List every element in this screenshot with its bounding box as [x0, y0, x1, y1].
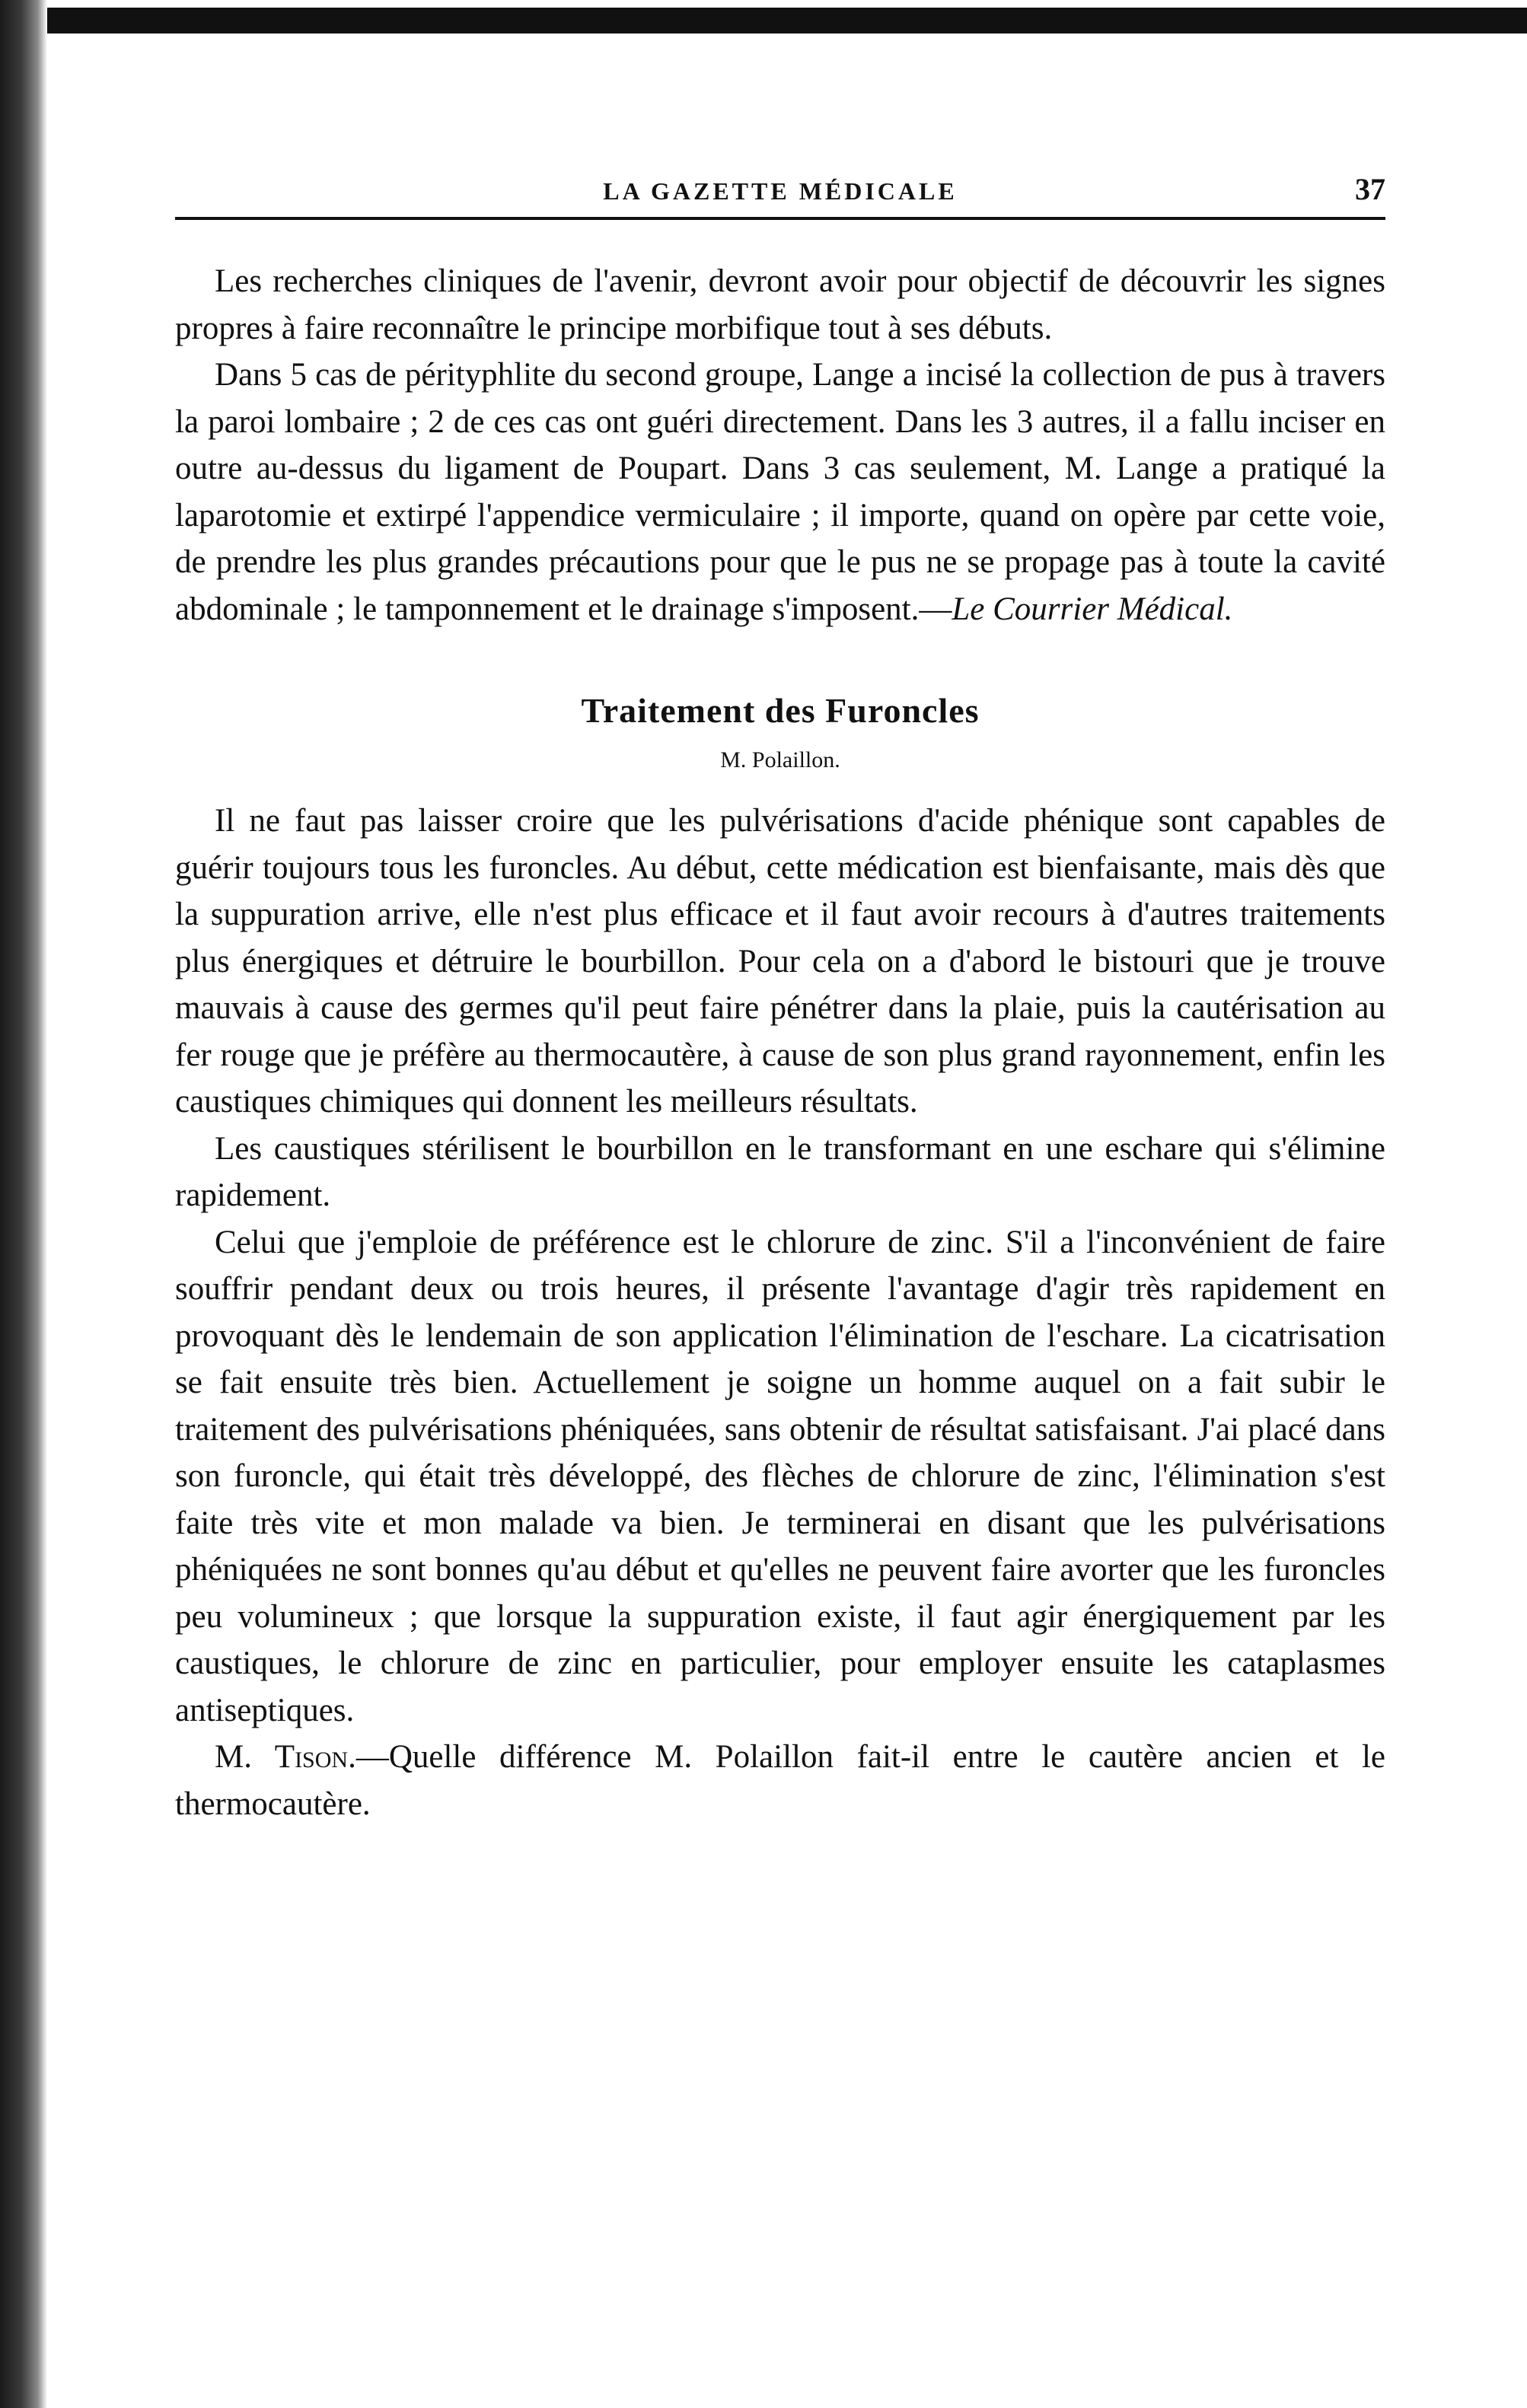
- page-content: [175, 171, 1385, 1827]
- section-title: Traitement des Furoncles: [581, 691, 980, 730]
- intro-paragraph-text: Dans 5 cas de pérityphlite du second groupe, Lange a incisé la collection de pus à travers la paroi lombaire ; 2 de ces cas ont guéri directement. Dans les 3 autres, il a fallu inciser en outre au-dessus du ligament de Poupart. Dans 3 cas seulement, M. Lange a pratiqué la laparotomie et extirpé l'appendice vermiculaire ; il importe, quand on opère par cette voie, de prendre les plus grandes précautions pour que le pus ne se propage pas à toute la cavité abdominale ; le tamponnement et le drainage s'imposent.—: [175, 357, 1385, 627]
- question-paragraph: [175, 1734, 1385, 1827]
- source-citation: Le Courrier Médical.: [952, 591, 1233, 627]
- page-number: 37: [1355, 172, 1385, 206]
- running-header: [175, 171, 1385, 220]
- body-paragraph: Celui que j'emploie de préférence est le chlorure de zinc. S'il a l'inconvénient de faire souffrir pendant deux ou trois heures, il présente l'avantage d'agir très rapidement en provoquant dès le lendemain de son application l'élimination de l'eschare. La cicatrisation se fait ensuite très bien. Actuellement je soigne un homme auquel on a fait subir le traitement des pulvérisations phéniquées, sans obtenir de résultat satisfaisant. J'ai placé dans son furoncle, qui était très développé, des flèches de chlorure de zinc, l'élimination s'est faite très vite et mon malade va bien. Je terminerai en disant que les pulvérisations phéniquées ne sont bonnes qu'au début et qu'elles ne peuvent faire avorter que les furoncles peu volumineux ; que lorsque la suppuration existe, il faut agir énergiquement par les caustiques, le chlorure de zinc en particulier, pour employer ensuite les cataplasmes antiseptiques.: [175, 1224, 1385, 1728]
- speaker-name: M. Tison.: [215, 1739, 356, 1775]
- intro-paragraph: [175, 352, 1385, 632]
- journal-title: LA GAZETTE MÉDICALE: [603, 177, 958, 205]
- body-paragraph: Il ne faut pas laisser croire que les pulvérisations d'acide phénique sont capables de guérir toujours tous les furoncles. Au début, cette médication est bienfaisante, mais dès que la suppuration arrive, elle n'est plus efficace et il faut avoir recours à d'autres traitements plus énergiques et détruire le bourbillon. Pour cela on a d'abord le bistouri que je trouve mauvais à cause des germes qu'il peut faire pénétrer dans la plaie, puis la cautérisation au fer rouge que je préfère au thermocautère, à cause de son plus grand rayonnement, enfin les caustiques chimiques qui donnent les meilleurs résultats.: [175, 803, 1385, 1120]
- top-border: [30, 8, 1527, 33]
- section-author: M. Polaillon.: [720, 747, 840, 772]
- intro-paragraph: Les recherches cliniques de l'avenir, devront avoir pour objectif de découvrir les signes propres à faire reconnaître le principe morbifique tout à ses débuts.: [175, 263, 1385, 346]
- binding-edge: [0, 0, 47, 2408]
- question-text: —Quelle différence M. Polaillon fait-il entre le cautère ancien et le thermocautère.: [175, 1739, 1385, 1822]
- body-paragraph: Les caustiques stérilisent le bourbillon en le transformant en une eschare qui s'élimine rapidement.: [175, 1130, 1385, 1213]
